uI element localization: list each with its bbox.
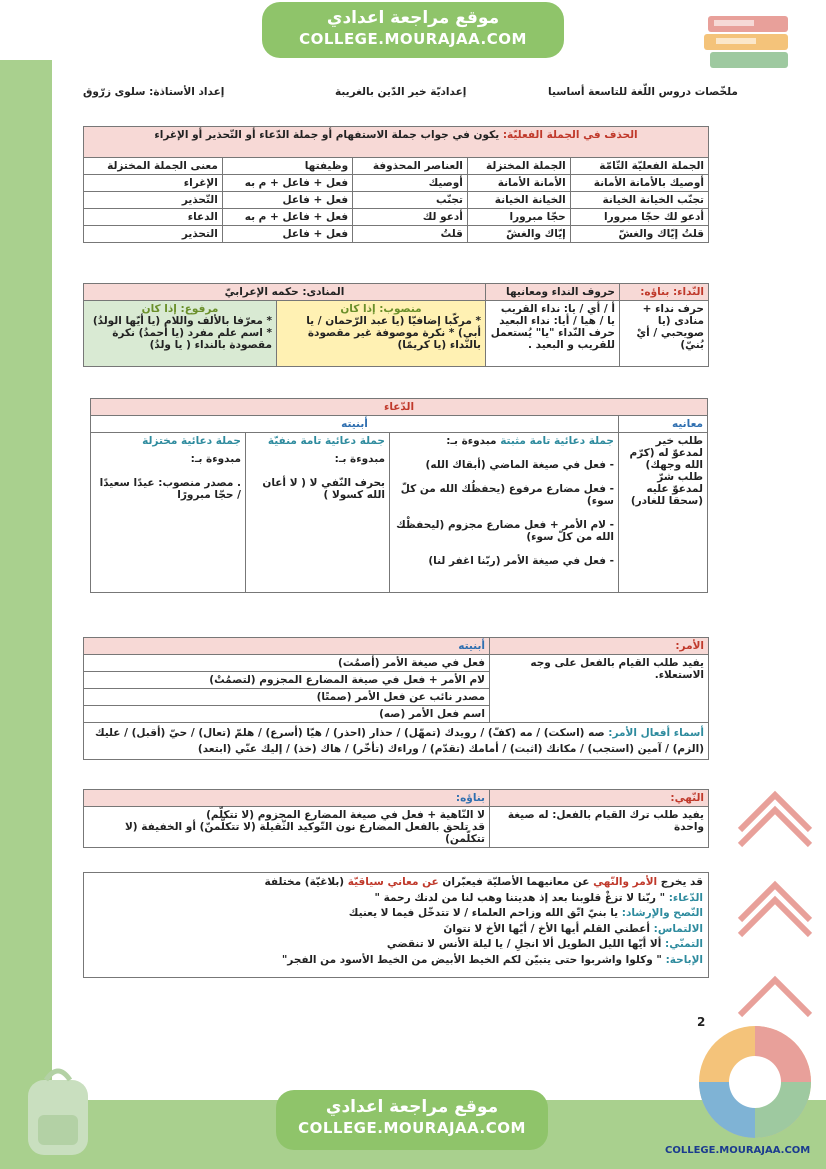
supplication-table [90,398,708,593]
verb-nouns-text: صه (اسكت) / مه (كفّ) / رويدك (تمهّل) / حذار (احذر) / هيّا (أسرع) / هلمّ (تعال) / حيّ (أقبل) / عليك (الزم) / آمين (استجب) / مكانك (اثبت) / أمامك (تقدّم) / وراءك (تأخّر) / هاك (خذ) / إليك عنّي (ابتعد) [94,727,704,755]
reduced-body: . مصدر منصوب: عيدًا سعيدًا / حجّا مبرورًا [99,477,241,501]
structures-header: أبنيته [91,416,619,433]
rhetorical-meanings-box [83,872,709,978]
verb-nouns-label: أسماء أفعال الأمر: [608,727,704,739]
prohibition-meaning: يفيد طلب ترك القيام بالفعل: له صيغة واحدة [490,807,709,848]
rhetorical-intro: قد يخرج الأمر والنّهي عن معانيهما الأصليّة فيعبّران عن معاني سياقيّة (بلاغيّة) مختلفة [264,876,703,888]
reduced-cell [91,433,246,593]
list-item: - لام الأمر + فعل مضارع مجزوم (ليحفظْك الله من كلّ سوء) [396,519,614,543]
table-cell: حجّا مبرورا [467,209,570,226]
prohibition-rule-1: لا النّاهية + فعل في صيغة المضارع المجزوم (لا تتكلّم) [206,809,485,821]
site-url: COLLEGE.MOURAJAA.COM [299,30,527,48]
table-row [84,226,709,243]
list-item: التمنّي: ألا أيّها الليل الطويل ألا انجلِ / يا ليلة الأنس لا تنقضي [386,938,703,950]
meanings-header: معانيه [619,416,708,433]
page-number: 2 [697,1015,706,1029]
doc-title: ملخّصات دروس اللّغة للتاسعة أساسيا [548,86,738,98]
reduced-title: جملة دعائية مختزلة [142,435,241,447]
prohibition-construction-header: بناؤه: [84,790,490,807]
marfu-title: مرفوع: إذا كان [141,303,219,315]
list-item: الالتماس: أعطني القلم أيها الأخ / أيّها الأخ لا تتوانَ [443,922,703,935]
list-item: - فعل في صيغة الماضي (أبقاك الله) [425,459,614,471]
list-item: الإباحة: " وكلوا واشربوا حتى يتبيّن لكم الخيط الأبيض من الخيط الأسود من الفجر" [281,953,703,966]
prohibition-table [83,789,709,848]
mansub-title: منصوب: إذا كان [340,303,422,315]
site-url: COLLEGE.MOURAJAA.COM [298,1119,526,1137]
left-frame [0,0,52,1169]
list-item: الدّعاء: " ربّنا لا تزغْ قلوبنا بعد إذ هديتنا وهب لنا من لدنك رحمة " [374,891,703,904]
imperative-structures-header: أبنيته [84,638,490,655]
table-cell: تجنّب [353,192,468,209]
table-cell: فعل + فاعل + م به [222,209,352,226]
supplication-title: الدّعاء [91,399,708,416]
reduced-sub: مبدوءة بـ: [190,453,241,465]
marfu-body: * معرّفا بالألف واللام (يا أيّها الولدُ) * اسم علم مفرد (يا أحمدُ) نكرة مقصودة بالنداء ( يا ولدُ) [92,315,272,351]
col-header: العناصر المحذوفة [353,158,468,175]
table-cell: مصدر نائب عن فعل الأمر (صمتًا) [84,689,490,706]
vocative-table [83,283,709,367]
col-header: معنى الجملة المختزلة [84,158,223,175]
complete-negative-cell [246,433,390,593]
table-cell: أدعو لك حجّا مبرورا [570,209,708,226]
vocative-particles: أ / أي / يا: نداء القريب يا / هيا / أيا: نداء البعيد حرف النّداء "يا" يُستعمل للقريب و البعيد . [486,301,620,367]
table-row [84,209,709,226]
vocative-marfu [84,301,277,367]
table-row [84,175,709,192]
prohibition-rule-2: قد تلحق بالفعل المضارع نون التّوكيد الثّقيلة (لا تتكلّمنّ) أو الخفيفة (لا تتكلّمن) [124,821,485,845]
imperative-title: الأمر: [490,638,709,655]
vocative-construction: حرف نداء + منادى (يا صويحبي / أيْ بُنيّ) [620,301,709,367]
col-header: الجملة المختزلة [467,158,570,175]
table-cell: أدعو لك [353,209,468,226]
table-cell: الخيانة الخيانة [467,192,570,209]
col-header: الجملة الفعليّة التّامّة [570,158,708,175]
table-cell: لام الأمر + فعل في صيغة المضارع المجزوم (لتصمُتْ) [84,672,490,689]
vocative-case-header: المنادى: حكمه الإعرابيّ [84,284,486,301]
table-cell: فعل + فاعل [222,192,352,209]
table-cell: التّحذير [84,192,223,209]
col-header: وظيفتها [222,158,352,175]
complete-negative-title: جملة دعائية تامة منفيّة [267,435,385,447]
table-cell: أوصيك بالأمانة الأمانة [570,175,708,192]
table-cell: أوصيك [353,175,468,192]
meanings-cell: طلب خير لمدعوّ له (كرّم الله وجهك) طلب شرّ لمدعوّ عليه (سحقا للغادر) [619,433,708,593]
table-cell: فعل في صيغة الأمر (أصمُت) [84,655,490,672]
vocative-particles-header: حروف النداء ومعانيها [486,284,620,301]
deletion-table [83,126,709,243]
table-cell: إيّاك والغشّ [467,226,570,243]
complete-affirmative-title: جملة دعائية تامة مثبتة [500,435,614,447]
table-cell: تجنّب الخيانة الخيانة [570,192,708,209]
table-cell: التحذير [84,226,223,243]
list-item: النّصح والإرشاد: يا بنيّ اتّق الله وزاحم العلماء / لا تتدخّل فيما لا يعنيك [348,907,703,919]
imperative-verb-nouns [84,723,709,760]
school-name: إعداديّة خير الدّين بالغريبة [335,86,467,98]
table-cell: فعل + فاعل + م به [222,175,352,192]
complete-affirmative-cell [390,433,619,593]
footer-site-url[interactable]: COLLEGE.MOURAJAA.COM [665,1145,811,1156]
table-cell: الدعاء [84,209,223,226]
complete-affirmative-sub: مبدوءة بـ: [446,435,497,447]
chevron-up-icon [735,960,815,1020]
imperative-meaning: يفيد طلب القيام بالفعل على وجه الاستعلاء. [490,655,709,723]
list-item: - فعل في صيغة الأمر (ربّنا اغفر لنا) [428,555,614,567]
site-name: موقع مراجعة اعدادي [325,1097,499,1117]
subjects-wheel-icon [695,1022,815,1142]
table-cell: الأمانة الأمانة [467,175,570,192]
complete-negative-body: بحرف النّفي لا ( لا أعان الله كسولا ) [262,477,385,501]
table-cell: فعل + فاعل [222,226,352,243]
table-cell: قلتُ [353,226,468,243]
bottom-banner[interactable] [276,1090,548,1150]
deletion-title: الحذف في الجملة الفعليّة: يكون في جواب جملة الاستفهام أو جملة الدّعاء أو التّحذير أو الإغراء [84,127,709,158]
mansub-body: * مركّبا إضافيّا (يا عبد الرّحمان / يا أبي) * نكرة موصوفة غير مقصودة بالنّداء (يا كريمًا) [306,315,481,351]
table-cell: قلتُ إيّاك والغشّ [570,226,708,243]
vocative-construction-header: النّداء: بناؤه: [620,284,709,301]
books-icon [700,8,800,72]
site-name: موقع مراجعة اعدادي [326,8,500,28]
table-row [84,192,709,209]
table-cell: اسم فعل الأمر (صه) [84,706,490,723]
top-banner[interactable] [262,2,564,58]
backpack-icon [18,1060,98,1160]
complete-negative-sub: مبدوءة بـ: [334,453,385,465]
table-cell: الإغراء [84,175,223,192]
prohibition-title: النّهي: [490,790,709,807]
chevron-up-icon [735,790,815,850]
chevron-up-icon [735,880,815,940]
prohibition-construction [84,807,490,848]
list-item: - فعل مضارع مرفوع (يحفظُك الله من كلّ سوء) [400,483,614,507]
imperative-table [83,637,709,760]
teacher-name: إعداد الأستاذة: سلوى زرّوق [83,86,225,98]
vocative-mansub [277,301,486,367]
